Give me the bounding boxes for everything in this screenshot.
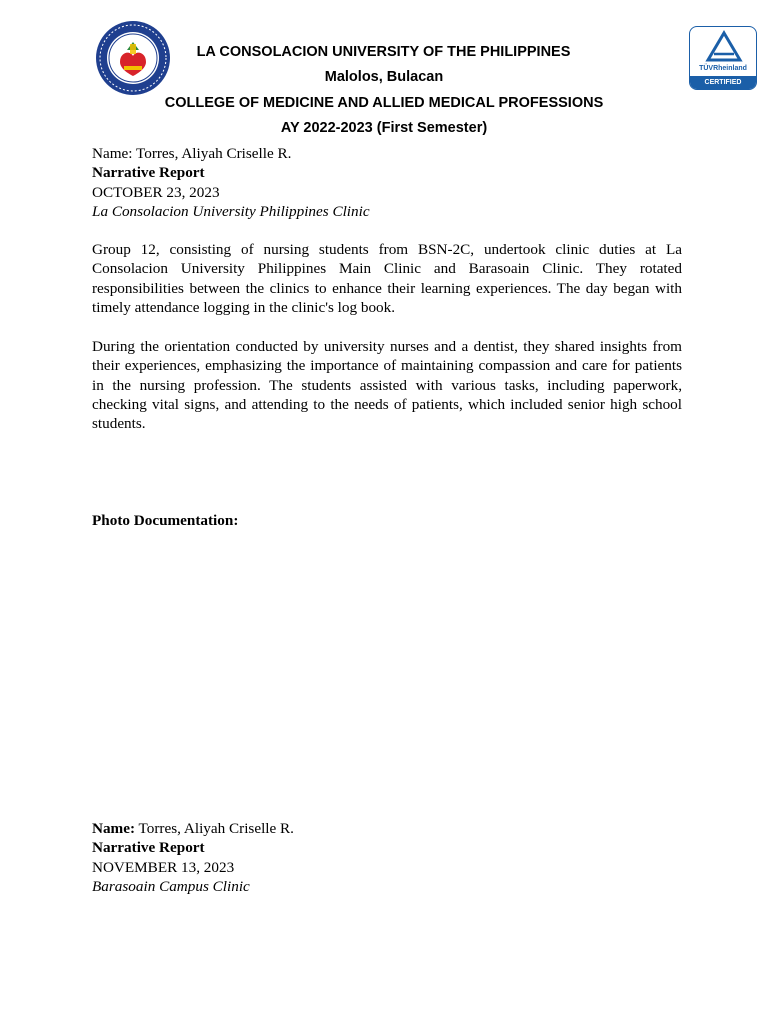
report-one-paragraph-2: [92, 337, 682, 433]
name-value: Torres, Aliyah Criselle R.: [138, 820, 294, 837]
report-one-paragraph-1: [92, 240, 682, 317]
name-label: Name:: [92, 820, 136, 837]
report-venue: Barasoain Campus Clinic: [92, 877, 250, 895]
tuv-triangle-icon: [690, 27, 757, 65]
university-name: LA CONSOLACION UNIVERSITY OF THE PHILIPPINES: [196, 44, 571, 60]
tuv-brand-text: TÜVRheinland: [699, 65, 747, 72]
paragraph-text: During the orientation conducted by university nurses and a dentist, they shared insights from their experiences, emphasizing the importance of maintaining compassion and care for patients in the nursing profession. The students assisted with various tasks, including paperwork, checking vital signs, and attending to the needs of patients, which included senior high school students.: [92, 338, 682, 433]
tuv-certified-text: CERTIFIED: [690, 76, 756, 89]
photo-documentation-heading: Photo Documentation:: [92, 512, 239, 529]
academic-year: AY 2022-2023 (First Semester): [280, 120, 488, 136]
report-type: Narrative Report: [92, 164, 205, 182]
report-date: NOVEMBER 13, 2023: [92, 858, 235, 876]
report-one-heading: [92, 144, 682, 221]
report-venue: La Consolacion University Philippines Clinic: [92, 202, 370, 220]
college-name: COLLEGE OF MEDICINE AND ALLIED MEDICAL PROFESSIONS: [164, 95, 604, 111]
paragraph-text: Group 12, consisting of nursing students from BSN-2C, undertook clinic duties at La Consolacion University Philippines Main Clinic and Barasoain Clinic. They rotated responsibilities between the clinics to enhance their learning experiences. The day began with timely attendance logging in the clinic's log book.: [92, 241, 682, 316]
student-name: Name: Torres, Aliyah Criselle R.: [92, 145, 292, 162]
report-two-heading: [92, 819, 682, 896]
university-location: Malolos, Bulacan: [324, 69, 444, 85]
report-type: Narrative Report: [92, 839, 205, 857]
report-date: OCTOBER 23, 2023: [92, 183, 220, 201]
student-name-line: [92, 819, 682, 838]
